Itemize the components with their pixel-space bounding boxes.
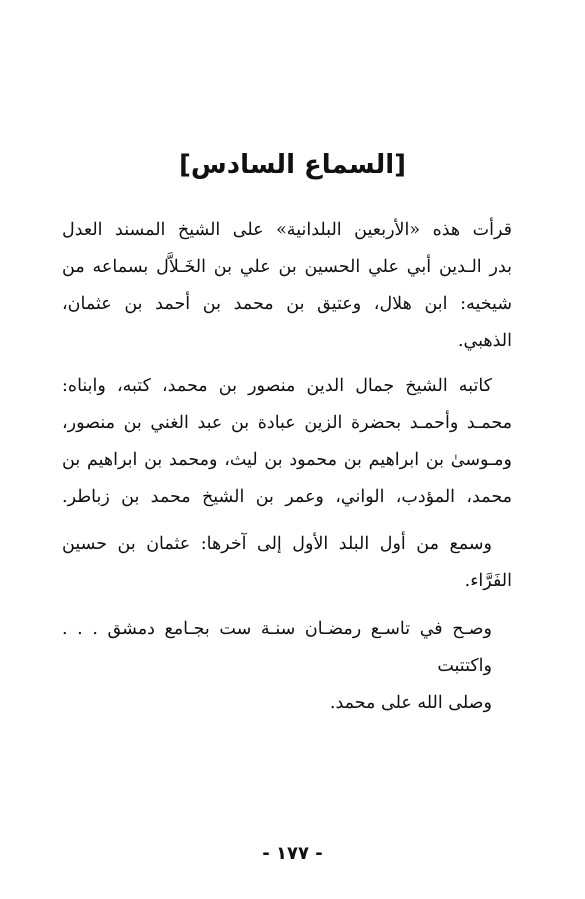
- text-line: كاتبه الشيخ جمال الدين منصور بن محمد، كتبه، وابناه:: [62, 376, 492, 396]
- paragraph-validation: [62, 611, 512, 722]
- page-number: - ١٧٧ -: [262, 843, 323, 864]
- text-line: الذهبي.: [457, 331, 512, 351]
- paragraph-writer-attendees: [62, 368, 512, 516]
- text-line: وسمع من أول البلد الأول إلى آخرها: عثمان بن حسين: [62, 534, 492, 554]
- text-line: وصلى الله على محمد.: [329, 693, 492, 713]
- text-line: محمـد وأحمـد بحضرة الزين عبادة بن عبد الغني بن منصور،: [62, 413, 512, 433]
- paragraph-audition-reading: [62, 212, 512, 360]
- text-line: بدر الـدين أبي علي الحسين بن علي بن الخَـلاَّل بسماعه من: [62, 257, 512, 277]
- text-line: قرأت هذه «الأربعين البلدانية» على الشيخ المسند العدل: [62, 220, 512, 240]
- text-line: واكتتبت: [437, 656, 492, 676]
- section-heading: [السماع السادس]: [178, 150, 407, 180]
- paragraph-hearing: [62, 526, 512, 600]
- text-line: وصـح في تاسـع رمضـان سنـة ست بجـامع دمشق . . .: [62, 619, 492, 639]
- text-line: الفَرَّاء.: [464, 571, 512, 591]
- text-line: شيخيه: ابن هلال، وعتيق بن محمد بن أحمد بن عثمان،: [62, 294, 512, 314]
- text-line: ومـوسىٰ بن ابراهيم بن محمود بن ليث، ومحمد بن ابراهيم بن: [62, 450, 512, 470]
- text-line: محمد، المؤدب، الواني، وعمر بن الشيخ محمد بن زباطر.: [62, 487, 512, 507]
